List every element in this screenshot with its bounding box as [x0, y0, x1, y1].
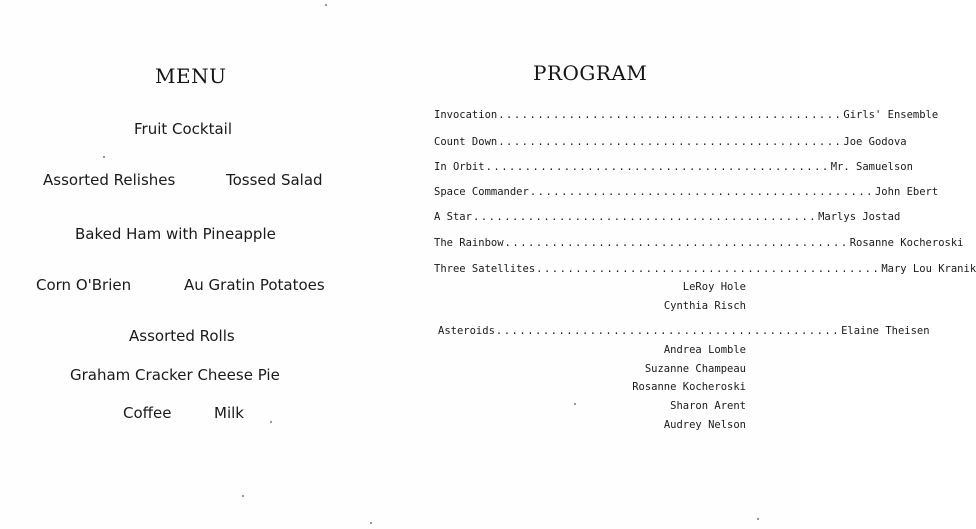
dot-leader: ............................................ — [536, 263, 881, 275]
menu-title: MENU — [155, 64, 227, 88]
menu-item: Tossed Salad — [226, 171, 323, 189]
program-item: A Star — [434, 211, 472, 223]
scan-speck — [370, 522, 372, 524]
program-performer: Marlys Jostad — [818, 211, 901, 223]
dot-leader: ............................................ — [472, 211, 818, 223]
scan-speck — [270, 421, 272, 423]
program-entry — [434, 161, 913, 173]
menu-item: Coffee — [123, 404, 172, 422]
program-entry — [434, 109, 939, 121]
program-entry — [434, 211, 901, 223]
scan-speck — [242, 495, 244, 497]
program-performer: Andrea Lomble — [663, 344, 746, 356]
program-performer: Girls' Ensemble — [843, 109, 939, 121]
program-performer: Rosanne Kocheroski — [632, 381, 746, 393]
menu-item: Graham Cracker Cheese Pie — [70, 366, 280, 384]
menu-item: Assorted Relishes — [43, 171, 176, 189]
dot-leader: ............................................ — [498, 109, 843, 121]
scan-speck — [574, 403, 576, 405]
program-entry — [434, 237, 964, 249]
program-item: The Rainbow — [434, 237, 504, 249]
program-item: Invocation — [434, 109, 498, 121]
program-performer: Joe Godova — [843, 136, 907, 148]
program-entry — [438, 325, 930, 337]
program-performer: LeRoy Hole — [682, 281, 746, 293]
program-item: Space Commander — [434, 186, 529, 198]
dot-leader: ............................................ — [485, 161, 830, 173]
program-item: Three Satellites — [434, 263, 536, 275]
program-performer: John Ebert — [874, 186, 939, 198]
program-performer: Rosanne Kocheroski — [849, 237, 964, 249]
dot-leader: ............................................ — [498, 136, 843, 148]
menu-item: Milk — [214, 404, 244, 422]
menu-item: Fruit Cocktail — [134, 120, 233, 138]
program-performer: Mr. Samuelson — [830, 161, 913, 173]
menu-item: Assorted Rolls — [129, 327, 235, 345]
program-performer: Sharon Arent — [670, 400, 746, 412]
program-entry — [434, 186, 939, 198]
program-performer: Audrey Nelson — [663, 419, 746, 431]
program-item: Asteroids — [438, 325, 495, 337]
menu-item: Baked Ham with Pineapple — [75, 225, 276, 243]
dot-leader: ............................................ — [529, 186, 874, 198]
program-item: Count Down — [434, 136, 498, 148]
program-title: PROGRAM — [533, 61, 648, 85]
scan-speck — [103, 156, 105, 158]
dot-leader: ............................................ — [495, 325, 841, 337]
program-performer: Elaine Theisen — [841, 325, 930, 337]
program-performer: Cynthia Risch — [663, 300, 746, 312]
scan-speck — [325, 4, 327, 6]
program-performer: Mary Lou Kranik — [881, 263, 976, 275]
menu-item: Au Gratin Potatoes — [184, 276, 325, 294]
program-entry — [434, 136, 907, 148]
scan-speck — [757, 518, 759, 520]
menu-item: Corn O'Brien — [36, 276, 132, 294]
program-item: In Orbit — [434, 161, 485, 173]
program-performer: Suzanne Champeau — [644, 363, 746, 375]
program-entry — [434, 263, 976, 275]
dot-leader: ............................................ — [504, 237, 849, 249]
